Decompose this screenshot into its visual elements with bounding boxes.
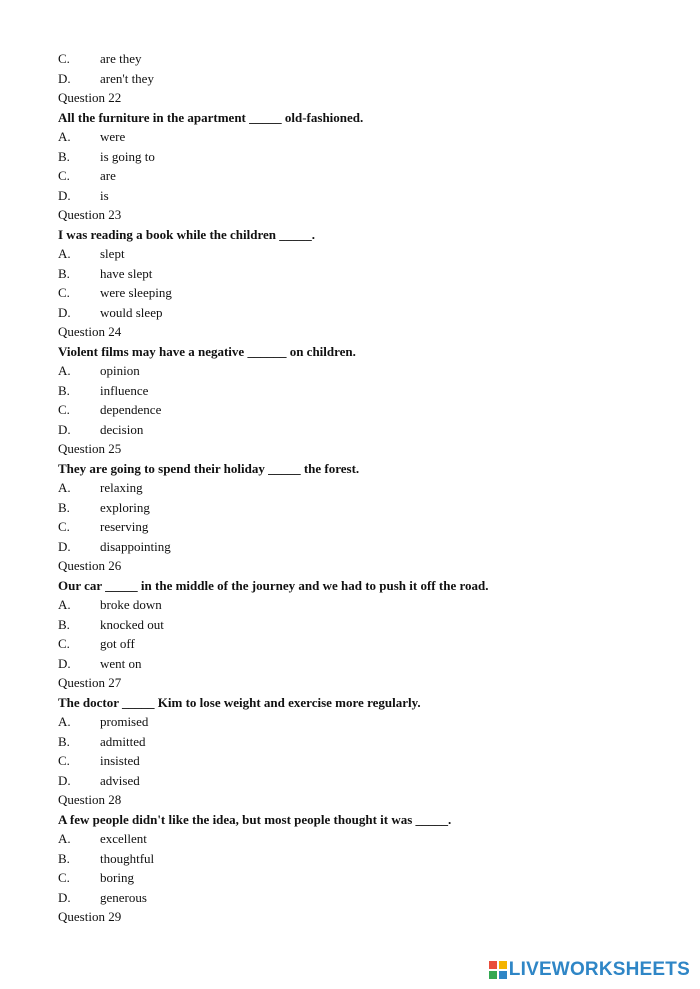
option-letter: A. xyxy=(58,714,71,729)
option-text: have slept xyxy=(100,265,153,281)
answer-option[interactable] xyxy=(58,888,678,908)
option-letter: A. xyxy=(58,597,71,612)
option-text: generous xyxy=(100,889,147,905)
answer-option[interactable] xyxy=(58,244,678,264)
option-letter: D. xyxy=(58,187,71,203)
question-title: Question 22 xyxy=(58,90,122,105)
answer-option[interactable] xyxy=(58,517,678,537)
option-letter: C. xyxy=(58,51,70,66)
option-letter: D. xyxy=(58,772,71,788)
answer-option[interactable] xyxy=(58,537,678,557)
option-text: relaxing xyxy=(100,480,143,495)
answer-option[interactable] xyxy=(58,595,678,615)
option-letter: A. xyxy=(58,363,71,378)
option-letter: A. xyxy=(58,831,71,846)
option-text: went on xyxy=(100,655,142,671)
option-letter: A. xyxy=(58,129,71,144)
option-text: thoughtful xyxy=(100,850,155,866)
answer-option[interactable] xyxy=(58,829,678,849)
option-text: reserving xyxy=(100,519,149,534)
question-title: Question 24 xyxy=(58,324,122,339)
answer-option[interactable] xyxy=(58,868,678,888)
answer-option[interactable] xyxy=(58,186,678,206)
answer-option[interactable] xyxy=(58,303,678,323)
answer-option[interactable] xyxy=(58,147,678,167)
option-letter: C. xyxy=(58,285,70,300)
answer-option[interactable] xyxy=(58,420,678,440)
answer-option[interactable] xyxy=(58,712,678,732)
option-text: opinion xyxy=(100,363,140,378)
option-letter: B. xyxy=(58,850,70,866)
option-text: influence xyxy=(100,382,149,398)
answer-option[interactable] xyxy=(58,166,678,186)
question-stem: I was reading a book while the children _____. xyxy=(58,226,316,242)
question-title: Question 26 xyxy=(58,558,122,573)
question-block xyxy=(58,205,678,322)
option-letter: C. xyxy=(58,753,70,768)
answer-option[interactable] xyxy=(58,634,678,654)
option-text: slept xyxy=(100,246,125,261)
option-text: were sleeping xyxy=(100,285,172,300)
answer-option[interactable] xyxy=(58,654,678,674)
option-letter: D. xyxy=(58,304,71,320)
answer-option[interactable] xyxy=(58,615,678,635)
answer-option[interactable] xyxy=(58,283,678,303)
option-text: knocked out xyxy=(100,616,164,632)
question-stem: They are going to spend their holiday _____ the forest. xyxy=(58,460,360,476)
question-stem: Violent films may have a negative ______ on children. xyxy=(58,343,356,359)
option-letter: D. xyxy=(58,889,71,905)
answer-option[interactable] xyxy=(58,361,678,381)
answer-option[interactable] xyxy=(58,49,678,69)
answer-option[interactable] xyxy=(58,478,678,498)
question-block xyxy=(58,322,678,439)
option-text: is going to xyxy=(100,148,155,164)
option-letter: B. xyxy=(58,733,70,749)
option-text: decision xyxy=(100,421,144,437)
option-text: is xyxy=(100,187,109,203)
option-text: dependence xyxy=(100,402,162,417)
option-letter: C. xyxy=(58,870,70,885)
question-block xyxy=(58,673,678,790)
question-block xyxy=(58,556,678,673)
question-stem: All the furniture in the apartment _____ old-fashioned. xyxy=(58,109,364,125)
question-block xyxy=(58,790,678,907)
answer-option[interactable] xyxy=(58,732,678,752)
option-text: exploring xyxy=(100,499,150,515)
option-letter: C. xyxy=(58,519,70,534)
question-list xyxy=(58,88,678,907)
option-letter: D. xyxy=(58,70,71,86)
answer-option[interactable] xyxy=(58,751,678,771)
question-title: Question 25 xyxy=(58,441,122,456)
question-block xyxy=(58,439,678,556)
option-letter: A. xyxy=(58,246,71,261)
option-text: disappointing xyxy=(100,538,171,554)
option-text: boring xyxy=(100,870,134,885)
previous-question-options xyxy=(58,49,678,88)
question-block xyxy=(58,88,678,205)
question-stem: A few people didn't like the idea, but most people thought it was _____. xyxy=(58,811,452,827)
option-text: excellent xyxy=(100,831,147,846)
answer-option[interactable] xyxy=(58,400,678,420)
option-text: promised xyxy=(100,714,149,729)
option-letter: C. xyxy=(58,168,70,183)
answer-option[interactable] xyxy=(58,849,678,869)
question-title: Question 29 xyxy=(58,909,122,924)
option-text: aren't they xyxy=(100,70,154,86)
option-text: got off xyxy=(100,636,135,651)
answer-option[interactable] xyxy=(58,381,678,401)
question-title: Question 23 xyxy=(58,207,122,222)
question-stem: Our car _____ in the middle of the journey and we had to push it off the road. xyxy=(58,577,489,593)
answer-option[interactable] xyxy=(58,498,678,518)
option-text: are they xyxy=(100,51,142,66)
footer-brand: LIVEWORKSHEETS xyxy=(508,959,690,980)
option-text: advised xyxy=(100,772,140,788)
worksheet-page xyxy=(58,49,678,927)
option-text: were xyxy=(100,129,126,144)
option-letter: B. xyxy=(58,616,70,632)
option-letter: D. xyxy=(58,538,71,554)
option-text: broke down xyxy=(100,597,162,612)
answer-option[interactable] xyxy=(58,127,678,147)
answer-option[interactable] xyxy=(58,771,678,791)
option-letter: D. xyxy=(58,655,71,671)
option-letter: B. xyxy=(58,265,70,281)
answer-option[interactable] xyxy=(58,69,678,89)
option-text: insisted xyxy=(100,753,140,768)
option-letter: B. xyxy=(58,499,70,515)
option-letter: D. xyxy=(58,421,71,437)
option-letter: A. xyxy=(58,480,71,495)
option-letter: C. xyxy=(58,636,70,651)
option-letter: C. xyxy=(58,402,70,417)
option-text: are xyxy=(100,168,116,183)
question-title: Question 27 xyxy=(58,675,122,690)
option-text: admitted xyxy=(100,733,146,749)
option-letter: B. xyxy=(58,148,70,164)
option-letter: B. xyxy=(58,382,70,398)
liveworksheets-footer xyxy=(489,959,690,981)
option-text: would sleep xyxy=(100,304,163,320)
question-title: Question 28 xyxy=(58,792,122,807)
question-stem: The doctor _____ Kim to lose weight and exercise more regularly. xyxy=(58,694,421,710)
liveworksheets-logo-icon xyxy=(489,961,507,979)
answer-option[interactable] xyxy=(58,264,678,284)
